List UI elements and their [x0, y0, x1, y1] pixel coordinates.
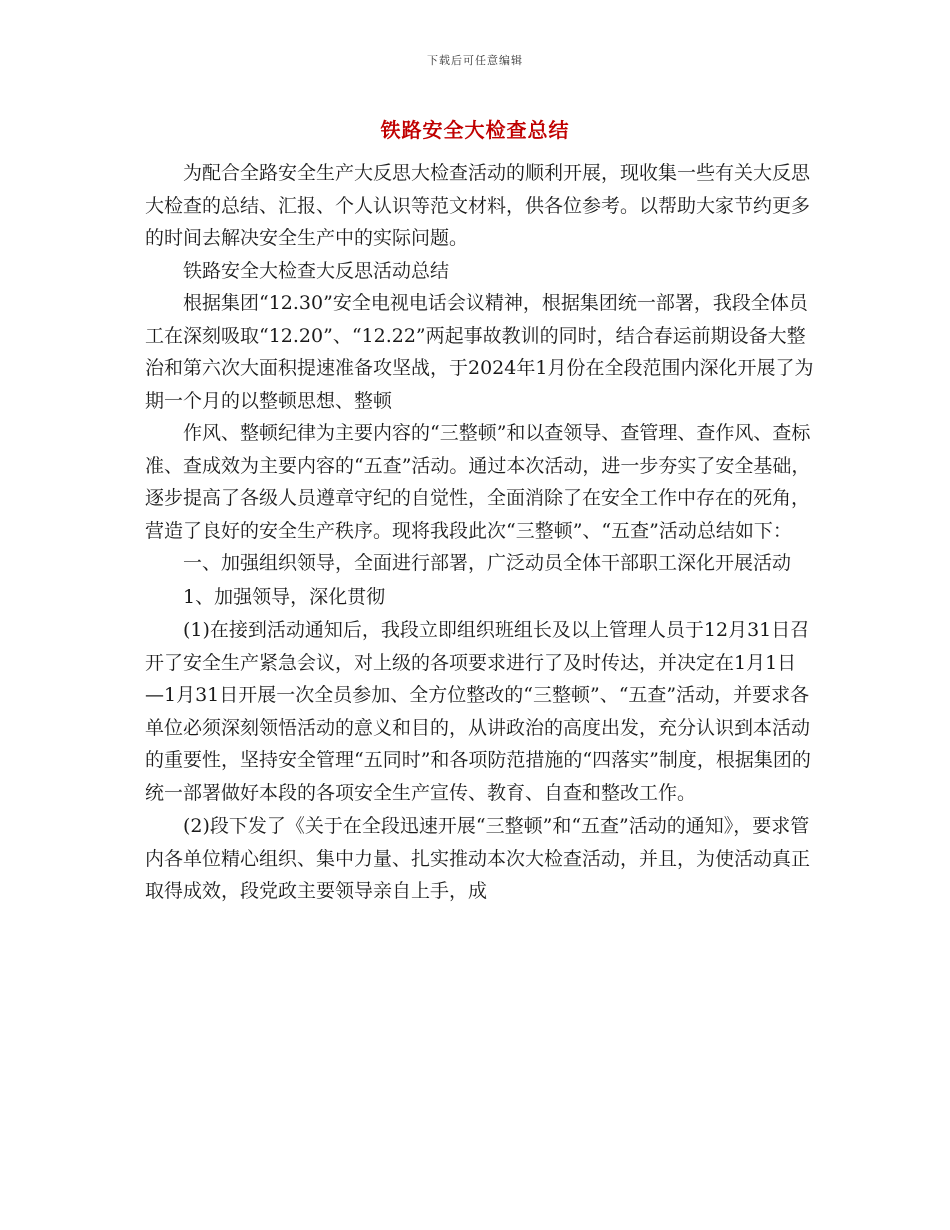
document-title: 铁路安全大检查总结: [380, 118, 570, 142]
paragraph-section-one-heading: 一、加强组织领导，全面进行部署，广泛动员全体干部职工深化开展活动: [183, 552, 792, 574]
paragraph-activity-summary: 作风、整顿纪律为主要内容的“三整顿”和以查领导、查管理、查作风、查标准、查成效为主要内容的“五查”活动。通过本次活动，进一步夯实了安全基础，逐步提高了各级人员遵章守纪的自觉性，全面消除了在安全工作中存在的死角，营造了良好的安全生产秩序。现将我段此次“三整顿”、“五查”活动总结如下：: [145, 422, 811, 542]
paragraph-subtitle: 铁路安全大检查大反思活动总结: [183, 259, 450, 282]
paragraph-item-two: (2)段下发了《关于在全段迅速开展“三整顿”和“五查”活动的通知》，要求管内各单位精心组织、集中力量、扎实推动本次大检查活动，并且，为使活动真正取得成效，段党政主要领导亲自上手，成: [145, 815, 811, 902]
paragraph-background: 根据集团“12.30”安全电视电话会议精神，根据集团统一部署，我段全体员工在深刻吸取“12.20”、“12.22”两起事故教训的同时，结合春运前期设备大整治和第六次大面积提速准备攻坚战，于2024年1月份在全段范围内深化开展了为期一个月的以整顿思想、整顿: [145, 292, 814, 412]
page-header: 下载后可任意编辑: [427, 54, 523, 67]
paragraph-item-one: (1)在接到活动通知后，我段立即组织班组长及以上管理人员于12月31日召开了安全生产紧急会议，对上级的各项要求进行了及时传达，并决定在1月1日—1月31日开展一次全员参加、全方位整改的“三整顿”、“五查”活动，并要求各单位必须深刻领悟活动的意义和目的，从讲政治的高度出发，充分认识到本活动的重要性，坚持安全管理“五同时”和各项防范措施的“四落实”制度，根据集团的统一部署做好本段的各项安全生产宣传、教育、自查和整改工作。: [145, 619, 811, 804]
paragraph-subsection-one-heading: 1、加强领导，深化贯彻: [183, 585, 386, 608]
paragraph-intro: 为配合全路安全生产大反思大检查活动的顺利开展，现收集一些有关大反思大检查的总结、汇报、个人认识等范文材料，供各位参考。以帮助大家节约更多的时间去解决安全生产中的实际问题。: [145, 162, 811, 249]
document-body: [145, 157, 815, 908]
